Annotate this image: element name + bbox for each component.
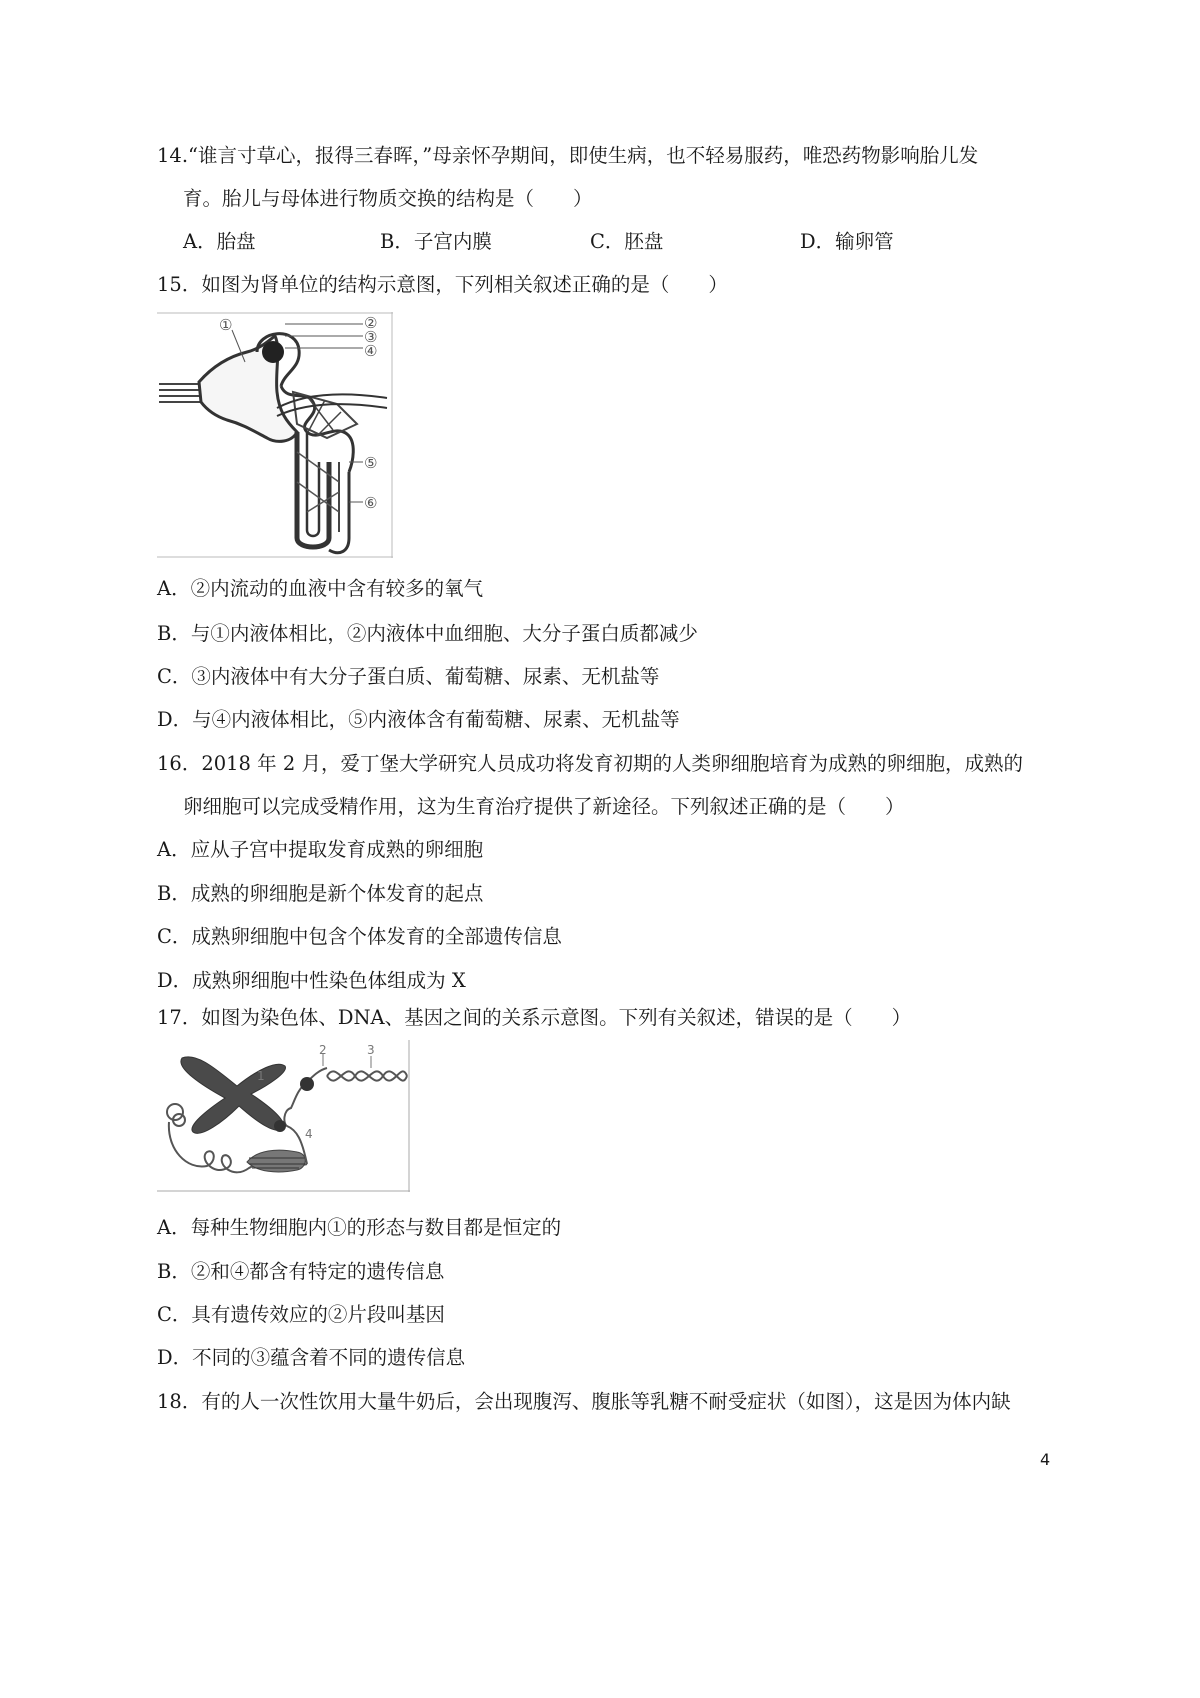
q15-option-c: C．③内液体中有大分子蛋白质、葡萄糖、尿素、无机盐等 (157, 665, 660, 688)
nephron-label-4: ④ (364, 342, 378, 360)
nephron-figure (157, 312, 393, 558)
q14-option-d: D．输卵管 (800, 230, 894, 253)
q17-option-d: D．不同的③蕴含着不同的遗传信息 (157, 1346, 466, 1369)
chromosome-dna-gene-figure (157, 1040, 410, 1192)
nephron-label-3: ③ (364, 328, 378, 346)
chromosome-label-3: 3 (367, 1043, 375, 1057)
q16-option-b: B．成熟的卵细胞是新个体发育的起点 (157, 882, 484, 905)
q15-option-d: D．与④内液体相比，⑤内液体含有葡萄糖、尿素、无机盐等 (157, 708, 680, 731)
q16-option-d: D．成熟卵细胞中性染色体组成为 X (157, 969, 466, 992)
q16-stem-line2: 卵细胞可以完成受精作用，这为生育治疗提供了新途径。下列叙述正确的是（ ） (183, 795, 905, 818)
chromosome-label-1: 1 (257, 1069, 265, 1083)
q16-stem-line1: 16．2018 年 2 月，爱丁堡大学研究人员成功将发育初期的人类卵细胞培育为成熟的卵细胞，成熟的 (157, 752, 1023, 775)
q15-stem: 15．如图为肾单位的结构示意图，下列相关叙述正确的是（ ） (157, 273, 728, 296)
q16-option-c: C．成熟卵细胞中包含个体发育的全部遗传信息 (157, 925, 562, 948)
q15-option-a: A．②内流动的血液中含有较多的氧气 (157, 577, 484, 600)
q18-stem-line1: 18．有的人一次性饮用大量牛奶后，会出现腹泻、腹胀等乳糖不耐受症状（如图），这是因为体内缺 (157, 1390, 1011, 1413)
q14-stem-line2: 育。胎儿与母体进行物质交换的结构是（ ） (183, 187, 593, 210)
q16-option-a: A．应从子宫中提取发育成熟的卵细胞 (157, 838, 484, 861)
chromosome-label-2: 2 (319, 1043, 327, 1057)
page-number: 4 (1040, 1450, 1051, 1469)
q17-stem: 17．如图为染色体、DNA、基因之间的关系示意图。下列有关叙述，错误的是（ ） (157, 1006, 912, 1029)
q14-option-b: B．子宫内膜 (380, 230, 492, 253)
q14-stem-line1: 14.“谁言寸草心，报得三春晖，”母亲怀孕期间，即使生病，也不轻易服药，唯恐药物影响胎儿发 (157, 144, 979, 167)
q17-option-b: B．②和④都含有特定的遗传信息 (157, 1260, 445, 1283)
q17-option-c: C．具有遗传效应的②片段叫基因 (157, 1303, 445, 1326)
chromosome-label-4: 4 (305, 1127, 313, 1141)
nephron-label-2: ② (364, 314, 378, 332)
nephron-label-1: ① (219, 316, 233, 334)
q14-option-c: C．胚盘 (590, 230, 664, 253)
q17-option-a: A．每种生物细胞内①的形态与数目都是恒定的 (157, 1216, 562, 1239)
q15-option-b: B．与①内液体相比，②内液体中血细胞、大分子蛋白质都减少 (157, 622, 698, 645)
nephron-label-6: ⑥ (364, 494, 378, 512)
q14-option-a: A．胎盘 (183, 230, 256, 253)
nephron-label-5: ⑤ (364, 454, 378, 472)
